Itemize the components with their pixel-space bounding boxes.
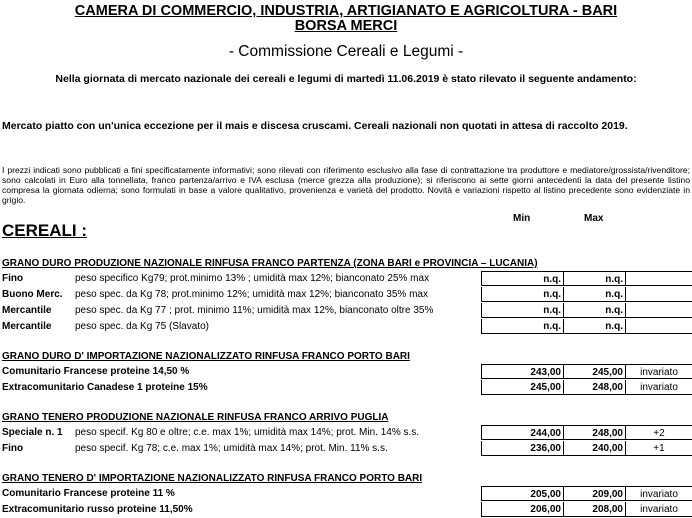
grade-name: Fino — [2, 273, 24, 284]
price-row — [0, 425, 692, 441]
price-row — [0, 486, 692, 502]
price-min: n.q. — [481, 271, 564, 286]
price-max: n.q. — [564, 319, 626, 334]
price-min: n.q. — [481, 287, 564, 302]
price-max: 240,00 — [564, 441, 626, 456]
intro-text: Nella giornata di mercato nazionale dei cereali e legumi di martedì 11.06.2019 è stato rilevato il seguente andamento: — [55, 73, 637, 85]
price-row — [0, 319, 692, 335]
price-max: 248,00 — [564, 380, 626, 395]
price-max: n.q. — [564, 287, 626, 302]
commission-title: - Commissione Cereali e Legumi - — [228, 43, 464, 60]
header-title: CAMERA DI COMMERCIO, INDUSTRIA, ARTIGIANATO E AGRICOLTURA - BARI — [74, 3, 618, 19]
grade-name: Mercantile — [2, 305, 52, 316]
price-min: 243,00 — [481, 364, 564, 379]
section-title: GRANO DURO PRODUZIONE NAZIONALE RINFUSA FRANCO PARTENZA (ZONA BARI e PROVINCIA – LUCANIA) — [2, 258, 538, 269]
price-variation: invariato — [626, 380, 692, 395]
price-max: 208,00 — [564, 502, 626, 517]
grade-description: peso specif. Kg 80 e oltre; c.e. max 1%; umidità max 14%; prot. Min. 14% s.s. — [75, 427, 420, 438]
section-title: GRANO TENERO D' IMPORTAZIONE NAZIONALIZZATO RINFUSA FRANCO PORTO BARI — [2, 473, 423, 484]
price-max: 245,00 — [564, 364, 626, 379]
price-min: n.q. — [481, 303, 564, 318]
header-subtitle-borsa: BORSA MERCI — [294, 18, 398, 34]
price-row — [0, 303, 692, 319]
column-min-header: Min — [513, 213, 531, 224]
price-variation: +2 — [626, 425, 692, 440]
price-row — [0, 287, 692, 303]
price-min: 245,00 — [481, 380, 564, 395]
price-variation — [626, 319, 692, 334]
disclaimer: I prezzi indicati sono pubblicati a fini specificatamente informativi; sono rilevati con riferimento esclusivo alla fase di contrattazione tra produttore e mediatore/grossista/rivenditore; sono calcolati in Euro alla tonnellata, franco partenza/arrivo e IVA esclusa (merce grezza alla produzione); si riferiscono ai sette giorni antecedenti la data del presente listino compresa la giornata odierna; sono formulati in base a valore qualitativo, provenienza e varietà del prodotto. Novità e variazioni rispetto al listino precedente sono evidenziate in grigio. — [2, 165, 690, 205]
price-max: 209,00 — [564, 486, 626, 501]
grade-name: Fino — [2, 443, 24, 454]
grade-name: Buono Merc. — [2, 289, 63, 300]
grade-name: Comunitario Francese proteine 14,50 % — [2, 366, 190, 377]
section-title: GRANO TENERO PRODUZIONE NAZIONALE RINFUSA FRANCO ARRIVO PUGLIA — [2, 412, 389, 423]
grade-description: peso spec. da Kg 75 (Slavato) — [75, 321, 209, 332]
price-row — [0, 364, 692, 380]
grade-description: peso specifico Kg79; prot.minimo 13% ; umidità max 12%; bianconato 25% max — [75, 273, 430, 284]
price-max: n.q. — [564, 271, 626, 286]
price-min: 236,00 — [481, 441, 564, 456]
price-variation: invariato — [626, 486, 692, 501]
price-variation: invariato — [626, 364, 692, 379]
grade-name: Speciale n. 1 — [2, 427, 63, 438]
category-title: CEREALI : — [2, 221, 87, 240]
price-min: 205,00 — [481, 486, 564, 501]
grade-name: Comunitario Francese proteine 11 % — [2, 488, 175, 499]
market-summary: Mercato piatto con un'unica eccezione per il mais e discesa cruscami. Cereali nazionali non quotati in attesa di raccolto 2019. — [2, 120, 628, 132]
price-row — [0, 502, 692, 518]
grade-description: peso specif. Kg 78; c.e. max 1%; umidità max 14%; prot. Min. 11% s.s. — [75, 443, 388, 454]
price-variation: invariato — [626, 502, 692, 517]
section-title: GRANO DURO D' IMPORTAZIONE NAZIONALIZZATO RINFUSA FRANCO PORTO BARI — [2, 351, 410, 362]
price-max: n.q. — [564, 303, 626, 318]
grade-name: Extracomunitario Canadese 1 proteine 15% — [2, 382, 208, 393]
price-variation — [626, 303, 692, 318]
grade-name: Extracomunitario russo proteine 11,50% — [2, 504, 193, 515]
price-min: 206,00 — [481, 502, 564, 517]
price-row — [0, 441, 692, 457]
price-variation — [626, 271, 692, 286]
grade-description: peso spec. da Kg 77 ; prot. minimo 11%; umidità max 12%, bianconato oltre 35% — [75, 305, 434, 316]
grade-description: peso spec. da Kg 78; prot.minimo 12%; umidità max 12%; bianconato 35% max — [75, 289, 428, 300]
price-min: 244,00 — [481, 425, 564, 440]
price-min: n.q. — [481, 319, 564, 334]
column-max-header: Max — [584, 213, 604, 224]
price-row — [0, 271, 692, 287]
price-row — [0, 380, 692, 396]
price-variation — [626, 287, 692, 302]
price-variation: +1 — [626, 441, 692, 456]
grade-name: Mercantile — [2, 321, 52, 332]
price-max: 248,00 — [564, 425, 626, 440]
